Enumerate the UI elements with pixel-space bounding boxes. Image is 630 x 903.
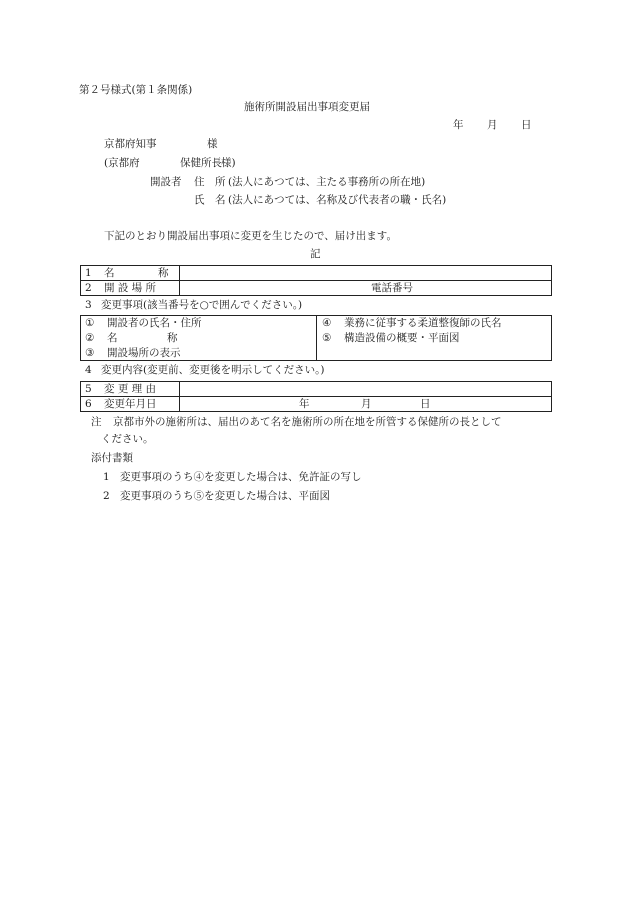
attachments-heading: 添付書類	[91, 452, 133, 464]
item-4-text: 業務に従事する柔道整復師の氏名	[344, 317, 502, 329]
ki-heading: 記	[310, 248, 321, 260]
label-column-divider	[179, 381, 180, 412]
row-6-year: 年	[299, 398, 310, 410]
row-5-number: 5	[85, 383, 92, 395]
change-items-divider	[316, 315, 317, 361]
attachment-1-number: 1	[103, 471, 110, 483]
row-2-number: 2	[85, 282, 92, 294]
row-1-label-b: 称	[158, 267, 169, 279]
health-center-prefix: (京都府	[104, 157, 140, 169]
row-4-label: 変更内容(変更前、変更後を明示してください。)	[101, 364, 325, 376]
item-2-number: ②	[85, 332, 95, 344]
date-month: 月	[487, 119, 498, 131]
item-3-number: ③	[85, 347, 95, 359]
applicant-address-note: (法人にあつては、主たる事務所の所在地)	[228, 176, 426, 188]
attachment-2-number: 2	[103, 490, 110, 502]
row-divider	[80, 280, 552, 281]
item-4-number: ④	[322, 317, 332, 329]
attachment-1-text: 変更事項のうち④を変更した場合は、免許証の写し	[120, 471, 362, 483]
row-1-number: 1	[85, 267, 92, 279]
item-2-text-b: 称	[167, 332, 178, 344]
applicant-label: 開設者	[150, 176, 182, 188]
row-2-label: 開 設 場 所	[104, 282, 157, 294]
row-6-label: 変更年月日	[104, 398, 157, 410]
form-title: 施術所開設届出事項変更届	[244, 101, 370, 113]
health-center-chief: 保健所長	[180, 157, 222, 169]
label-column-divider	[179, 265, 180, 296]
row-6-month: 月	[361, 398, 372, 410]
addressee-governor: 京都府知事	[104, 138, 157, 150]
addressee-sama: 様	[207, 138, 218, 150]
phone-label: 電話番号	[371, 282, 413, 294]
intro-text: 下記のとおり開設届出事項に変更を生じたので、届け出ます。	[104, 230, 397, 242]
note-line-2: ください。	[101, 433, 154, 445]
attachment-2-text: 変更事項のうち⑤を変更した場合は、平面図	[120, 490, 330, 502]
applicant-name-label: 氏 名	[194, 194, 226, 206]
item-1-number: ①	[85, 317, 95, 329]
item-5-text: 構造設備の概要・平面図	[344, 332, 460, 344]
row-1-label-a: 名	[104, 267, 115, 279]
row-3-number: 3	[85, 299, 92, 311]
form-number: 第２号様式(第１条関係)	[79, 84, 193, 96]
item-2-text-a: 名	[107, 332, 118, 344]
note-mark: 注	[91, 416, 102, 428]
applicant-name-note: (法人にあつては、名称及び代表者の職・氏名)	[228, 194, 447, 206]
row-6-number: 6	[85, 398, 92, 410]
item-1-text: 開設者の氏名・住所	[107, 317, 202, 329]
date-year: 年	[453, 119, 464, 131]
item-3-text: 開設場所の表示	[107, 347, 181, 359]
date-day: 日	[521, 119, 532, 131]
row-5-label: 変 更 理 由	[104, 383, 157, 395]
row-3-label: 変更事項(該当番号を○で囲んでください。)	[101, 299, 303, 311]
row-6-day: 日	[420, 398, 431, 410]
row-4-number: 4	[85, 364, 92, 376]
row-divider	[80, 396, 552, 397]
applicant-address-label: 住 所	[194, 176, 226, 188]
health-center-sama: 様)	[221, 157, 236, 169]
note-line-1: 京都市外の施術所は、届出のあて名を施術所の所在地を所管する保健所の長として	[113, 416, 502, 428]
item-5-number: ⑤	[322, 332, 332, 344]
